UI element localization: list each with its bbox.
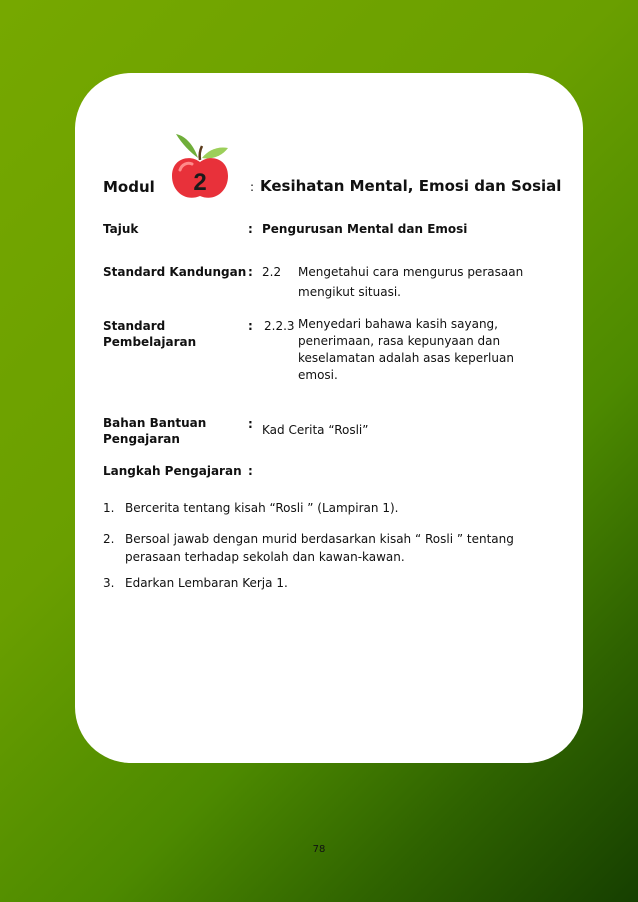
bahan-bantuan-label-2: Pengajaran [103, 432, 180, 446]
modul-label: Modul [103, 178, 155, 196]
modul-title: Kesihatan Mental, Emosi dan Sosial [260, 177, 562, 195]
standard-kandungan-text: Mengetahui cara mengurus perasaan mengikut situasi. [298, 265, 524, 299]
step-2-text: Bersoal jawab dengan murid berdasarkan kisah “ Rosli ” tentang perasaan terhadap sekolah dan kawan-kawan. [125, 532, 514, 564]
standard-pembelajaran-text: Menyedari bahawa kasih sayang, penerimaan, rasa kepunyaan dan keselamatan adalah asas keperluan emosi. [298, 317, 514, 382]
standard-pembelajaran-code: 2.2.3 [264, 319, 295, 333]
modul-colon: : [250, 180, 255, 194]
step-1-number: 1. [103, 501, 115, 515]
page-number: 78 [312, 844, 326, 855]
step-2-number: 2. [103, 532, 115, 546]
standard-pembelajaran-label-2: Pembelajaran [103, 335, 197, 349]
step-3-text: Edarkan Lembaran Kerja 1. [125, 576, 288, 590]
langkah-label: Langkah Pengajaran [103, 464, 242, 478]
step-1-text: Bercerita tentang kisah “Rosli ” (Lampiran 1). [125, 501, 399, 515]
tajuk-colon: : [248, 222, 253, 236]
langkah-colon: : [248, 464, 253, 478]
standard-pembelajaran-colon: : [248, 319, 253, 333]
bahan-bantuan-value: Kad Cerita “Rosli” [262, 423, 369, 437]
tajuk-label: Tajuk [103, 222, 139, 236]
tajuk-value: Pengurusan Mental dan Emosi [262, 222, 468, 236]
standard-pembelajaran-label-1: Standard [103, 319, 166, 333]
modul-number: 2 [193, 169, 207, 196]
bahan-bantuan-colon: : [248, 417, 253, 431]
apple-icon [168, 130, 232, 202]
bahan-bantuan-label-1: Bahan Bantuan [103, 416, 207, 430]
standard-kandungan-colon: : [248, 265, 253, 279]
standard-kandungan-code: 2.2 [262, 265, 282, 279]
standard-kandungan-label: Standard Kandungan [103, 265, 247, 279]
step-3-number: 3. [103, 576, 115, 590]
